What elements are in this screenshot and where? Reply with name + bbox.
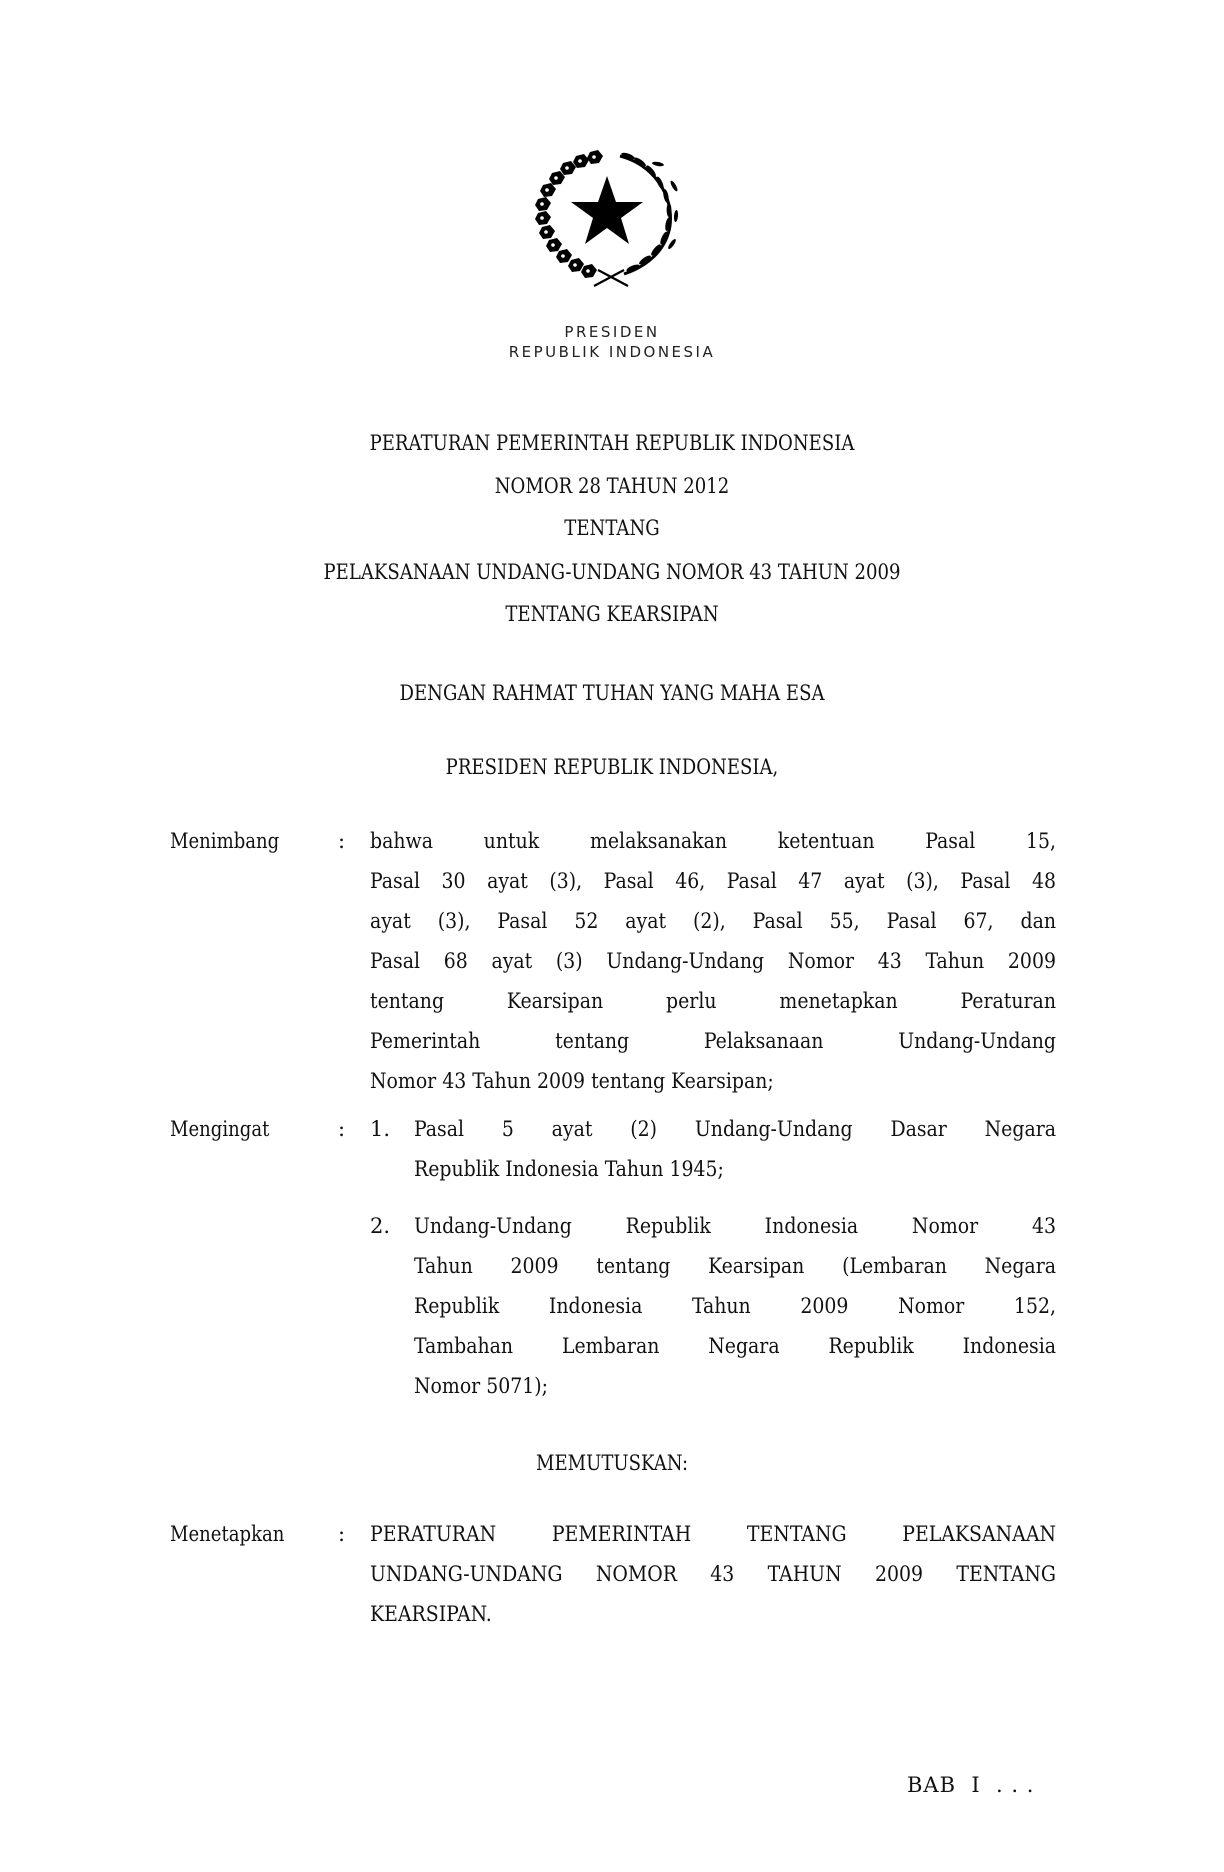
menimbang-colon: : [338,829,346,853]
menimbang-line: ayat (3), Pasal 52 ayat (2), Pasal 55, Pasal 67, dan [370,909,1056,933]
mengingat-item-number: 2. [370,1214,391,1238]
page-continuation-marker: BAB I . . . [907,1773,1035,1797]
menetapkan-label: Menetapkan [170,1522,285,1546]
mengingat-item-2 [414,1206,1056,1406]
mengingat-line: Republik Indonesia Tahun 1945; [414,1157,724,1181]
menimbang-line: Pasal 30 ayat (3), Pasal 46, Pasal 47 ayat (3), Pasal 48 [370,869,1056,893]
mengingat-item-1 [414,1109,1056,1189]
menetapkan-line: KEARSIPAN. [370,1602,492,1626]
mengingat-line: Tahun 2009 tentang Kearsipan (Lembaran Negara [414,1254,1056,1278]
invocation: DENGAN RAHMAT TUHAN YANG MAHA ESA [399,681,825,705]
presidential-emblem-icon [532,146,682,288]
decision-heading: MEMUTUSKAN: [535,1451,689,1475]
mengingat-line: Republik Indonesia Tahun 2009 Nomor 152, [414,1294,1056,1318]
mengingat-item-number: 1. [370,1117,391,1141]
mengingat-line: Undang-Undang Republik Indonesia Nomor 43 [414,1214,1056,1238]
mengingat-label: Mengingat [170,1117,270,1141]
menetapkan-line: UNDANG-UNDANG NOMOR 43 TAHUN 2009 TENTANG [370,1562,1056,1586]
menimbang-clause [370,821,1056,1101]
menetapkan-line: PERATURAN PEMERINTAH TENTANG PELAKSANAAN [370,1522,1056,1546]
regulation-number: NOMOR 28 TAHUN 2012 [494,474,730,498]
menetapkan-clause [370,1514,1056,1634]
regulation-tentang: TENTANG [564,516,660,540]
insignia-president: PRESIDEN [564,323,660,341]
mengingat-line: Pasal 5 ayat (2) Undang-Undang Dasar Negara [414,1117,1056,1141]
menetapkan-colon: : [338,1522,346,1546]
regulation-subject-topic: TENTANG KEARSIPAN [505,602,719,626]
regulation-subject: PELAKSANAAN UNDANG-UNDANG NOMOR 43 TAHUN 2009 [323,560,901,584]
mengingat-line: Tambahan Lembaran Negara Republik Indonesia [414,1334,1056,1358]
menimbang-line: Nomor 43 Tahun 2009 tentang Kearsipan; [370,1069,774,1093]
mengingat-line: Nomor 5071); [414,1374,549,1398]
menimbang-line: tentang Kearsipan perlu menetapkan Peraturan [370,989,1056,1013]
issuing-authority: PRESIDEN REPUBLIK INDONESIA, [445,755,779,779]
menimbang-line: Pemerintah tentang Pelaksanaan Undang-Undang [370,1029,1056,1053]
menimbang-line: Pasal 68 ayat (3) Undang-Undang Nomor 43 Tahun 2009 [370,949,1056,973]
menimbang-label: Menimbang [170,829,280,853]
regulation-title: PERATURAN PEMERINTAH REPUBLIK INDONESIA [369,431,855,455]
mengingat-colon: : [338,1117,346,1141]
insignia-republic: REPUBLIK INDONESIA [508,343,716,361]
menimbang-line: bahwa untuk melaksanakan ketentuan Pasal 15, [370,829,1056,853]
